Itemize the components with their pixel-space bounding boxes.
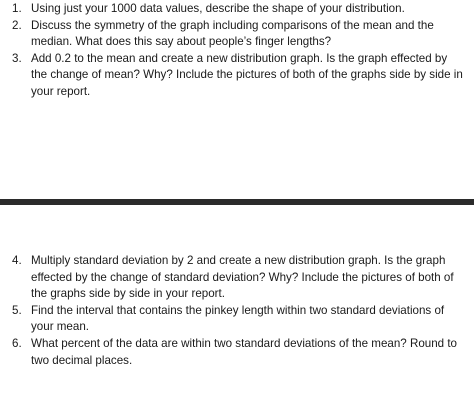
question-item-2	[0, 18, 474, 51]
question-item-4	[0, 253, 474, 303]
question-text: Add 0.2 to the mean and create a new distribution graph. Is the graph effected by the change of mean? Why? Include the pictures of both of the graphs side by side in your report.	[31, 51, 463, 98]
page-divider	[0, 199, 474, 205]
question-item-6	[0, 336, 474, 369]
question-item-1	[0, 1, 474, 18]
question-item-3	[0, 51, 474, 101]
question-number: 2.	[12, 18, 22, 32]
question-list-bottom	[0, 253, 474, 369]
question-item-5	[0, 303, 474, 336]
question-text: Using just your 1000 data values, describe the shape of your distribution.	[31, 2, 405, 15]
question-text: What percent of the data are within two standard deviations of the mean? Round to two decimal places.	[31, 336, 458, 367]
question-number: 6.	[12, 336, 22, 350]
question-text: Multiply standard deviation by 2 and create a new distribution graph. Is the graph effected by the change of standard deviation? Why? Include the pictures of both of the graphs side by side in your report.	[31, 254, 454, 301]
question-number: 5.	[12, 303, 22, 317]
question-number: 4.	[12, 254, 22, 267]
question-list-top	[0, 1, 474, 101]
question-number: 3.	[12, 51, 22, 65]
question-number: 1.	[12, 2, 22, 15]
question-text: Find the interval that contains the pinkey length within two standard deviations of your mean.	[31, 303, 445, 334]
question-text: Discuss the symmetry of the graph including comparisons of the mean and the median. What does this say about people’s finger lengths?	[31, 18, 434, 49]
